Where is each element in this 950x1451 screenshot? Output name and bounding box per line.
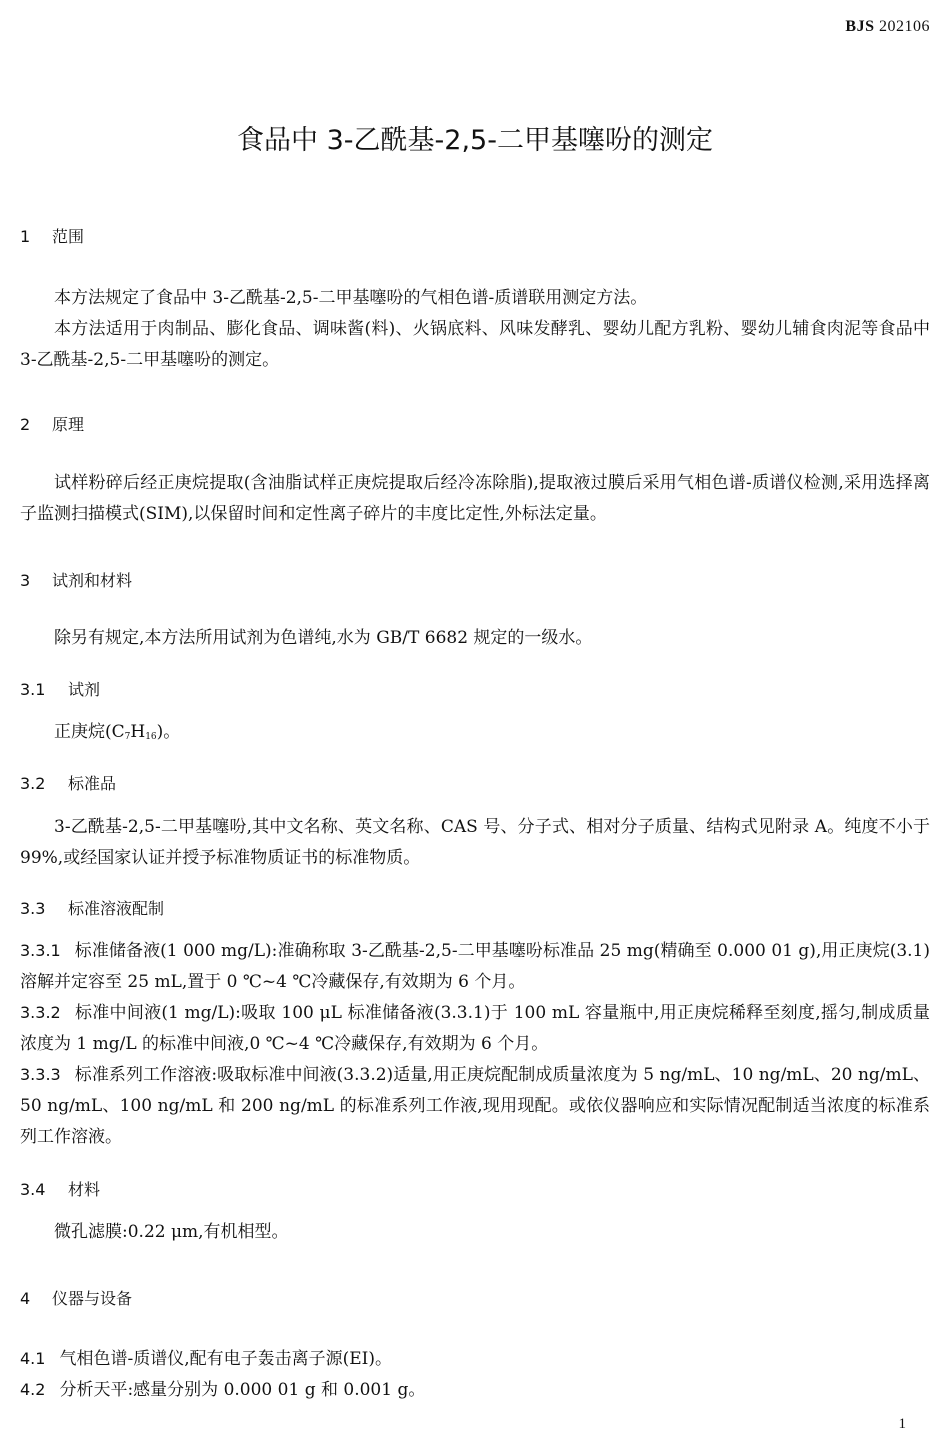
formula-pre: 正庚烷(C <box>54 722 125 742</box>
section-3-1-text <box>20 717 930 753</box>
section-title: 范围 <box>52 227 85 246</box>
section-title: 试剂和材料 <box>52 571 133 590</box>
section-title: 原理 <box>52 415 85 434</box>
subsection-number: 3.1 <box>20 680 46 699</box>
formula-h: H <box>130 722 146 742</box>
item-number: 3.3.1 <box>20 941 61 960</box>
section-3-2-paragraph: 3-乙酰基-2,5-二甲基噻吩,其中文名称、英文名称、CAS 号、分子式、相对分子质量、结构式见附录 A。纯度不小于 99%,或经国家认证并授予标准物质证书的标准物质。 <box>20 817 930 868</box>
section-3-3-3-item <box>20 1059 930 1153</box>
section-4-heading <box>20 1286 132 1309</box>
item-text: 气相色谱-质谱仪,配有电子轰击离子源(EI)。 <box>59 1349 392 1369</box>
formula-subscript-c: 7 <box>124 732 131 742</box>
section-1-paragraph-1: 本方法规定了食品中 3-乙酰基-2,5-二甲基噻吩的气相色谱-质谱联用测定方法。 <box>54 288 648 308</box>
item-text: 标准中间液(1 mg/L):吸取 100 μL 标准储备液(3.3.1)于 100 mL 容量瓶中,用正庚烷稀释至刻度,摇匀,制成质量浓度为 1 mg/L 的标准中间液,0 ℃~4 ℃冷藏保存,有效期为 6 个月。 <box>20 1003 930 1054</box>
standard-code-number: 202106 <box>879 18 930 35</box>
section-4-1-item <box>20 1343 930 1375</box>
section-3-2-heading <box>20 771 116 794</box>
subsection-title: 试剂 <box>68 680 101 699</box>
section-3-1-heading <box>20 677 100 700</box>
section-3-paragraph-1: 除另有规定,本方法所用试剂为色谱纯,水为 GB/T 6682 规定的一级水。 <box>54 628 593 648</box>
subsection-title: 标准溶液配制 <box>68 899 165 918</box>
subsection-number: 3.4 <box>20 1180 46 1199</box>
section-3-3-1-item <box>20 935 930 998</box>
formula-subscript-h: 16 <box>145 732 157 742</box>
section-title: 仪器与设备 <box>52 1289 133 1308</box>
subsection-number: 3.3 <box>20 899 46 918</box>
section-number: 2 <box>20 415 31 434</box>
item-text: 分析天平:感量分别为 0.000 01 g 和 0.001 g。 <box>59 1380 426 1400</box>
section-2-heading <box>20 412 84 435</box>
standard-code <box>845 18 930 36</box>
subsection-number: 3.2 <box>20 774 46 793</box>
item-number: 3.3.2 <box>20 1003 61 1022</box>
formula-post: )。 <box>156 722 181 742</box>
document-title: 食品中 3-乙酰基-2,5-二甲基噻吩的测定 <box>237 125 713 156</box>
section-3-4-paragraph: 微孔滤膜:0.22 μm,有机相型。 <box>54 1222 289 1242</box>
section-3-heading <box>20 568 132 591</box>
section-number: 4 <box>20 1289 31 1308</box>
subsection-title: 材料 <box>68 1180 101 1199</box>
item-number: 4.2 <box>20 1380 46 1399</box>
item-text: 标准系列工作溶液:吸取标准中间液(3.3.2)适量,用正庚烷配制成质量浓度为 5 ng/mL、10 ng/mL、20 ng/mL、50 ng/mL、100 ng/mL 和 200 ng/mL 的标准系列工作液,现用现配。或依仪器响应和实际情况配制适当浓度的标准系列工作溶液。 <box>20 1065 930 1147</box>
page-number: 1 <box>898 1416 906 1432</box>
item-number: 4.1 <box>20 1349 46 1368</box>
section-number: 3 <box>20 571 31 590</box>
section-number: 1 <box>20 227 31 246</box>
item-number: 3.3.3 <box>20 1065 61 1084</box>
subsection-title: 标准品 <box>68 774 117 793</box>
standard-code-prefix: BJS <box>845 18 875 35</box>
section-3-3-heading <box>20 896 164 919</box>
section-1-paragraph-2: 本方法适用于肉制品、膨化食品、调味酱(料)、火锅底料、风味发酵乳、婴幼儿配方乳粉、婴幼儿辅食肉泥等食品中 3-乙酰基-2,5-二甲基噻吩的测定。 <box>20 319 930 370</box>
item-text: 标准储备液(1 000 mg/L):准确称取 3-乙酰基-2,5-二甲基噻吩标准品 25 mg(精确至 0.000 01 g),用正庚烷(3.1)溶解并定容至 25 mL,置于 0 ℃~4 ℃冷藏保存,有效期为 6 个月。 <box>20 941 930 992</box>
section-1-heading <box>20 224 84 247</box>
section-3-4-heading <box>20 1177 100 1200</box>
section-4-2-item <box>20 1374 930 1406</box>
section-2-paragraph-1: 试样粉碎后经正庚烷提取(含油脂试样正庚烷提取后经冷冻除脂),提取液过膜后采用气相色谱-质谱仪检测,采用选择离子监测扫描模式(SIM),以保留时间和定性离子碎片的丰度比定性,外标法定量。 <box>20 473 930 524</box>
section-3-3-2-item <box>20 997 930 1060</box>
